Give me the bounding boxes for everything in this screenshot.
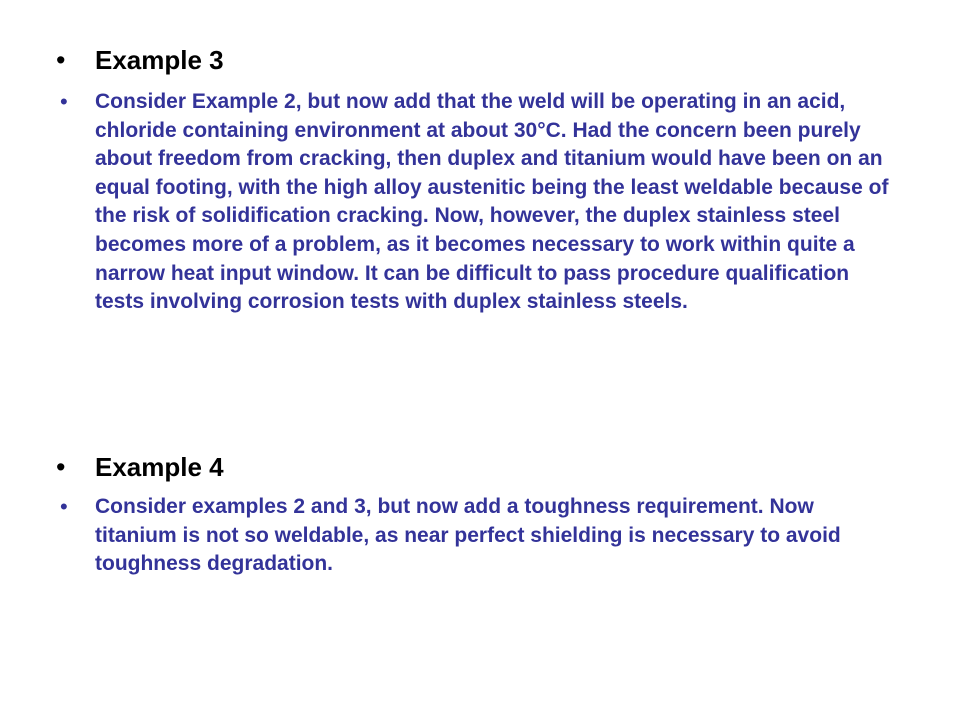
- bullet-icon: •: [60, 89, 68, 114]
- bullet-icon: •: [56, 452, 66, 482]
- section-1-body: Consider Example 2, but now add that the weld will be operating in an acid, chloride containing environment at about 30°C. Had the concern been purely about freedom from cracking, then duplex and titanium would have been on an equal footing, with the high alloy austenitic being the least weldable because of the risk of solidification cracking. Now, however, the duplex stainless steel becomes more of a problem, as it becomes necessary to work within quite a narrow heat input window. It can be difficult to pass procedure qualification tests involving corrosion tests with duplex stainless steels.: [95, 90, 889, 314]
- bullet-icon: •: [60, 494, 68, 519]
- section-2-body: Consider examples 2 and 3, but now add a toughness requirement. Now titanium is not so weldable, as near perfect shielding is necessary to avoid toughness degradation.: [95, 495, 841, 576]
- section-1-heading: Example 3: [95, 45, 224, 75]
- section-2-heading: Example 4: [95, 452, 224, 482]
- bullet-icon: •: [56, 45, 66, 75]
